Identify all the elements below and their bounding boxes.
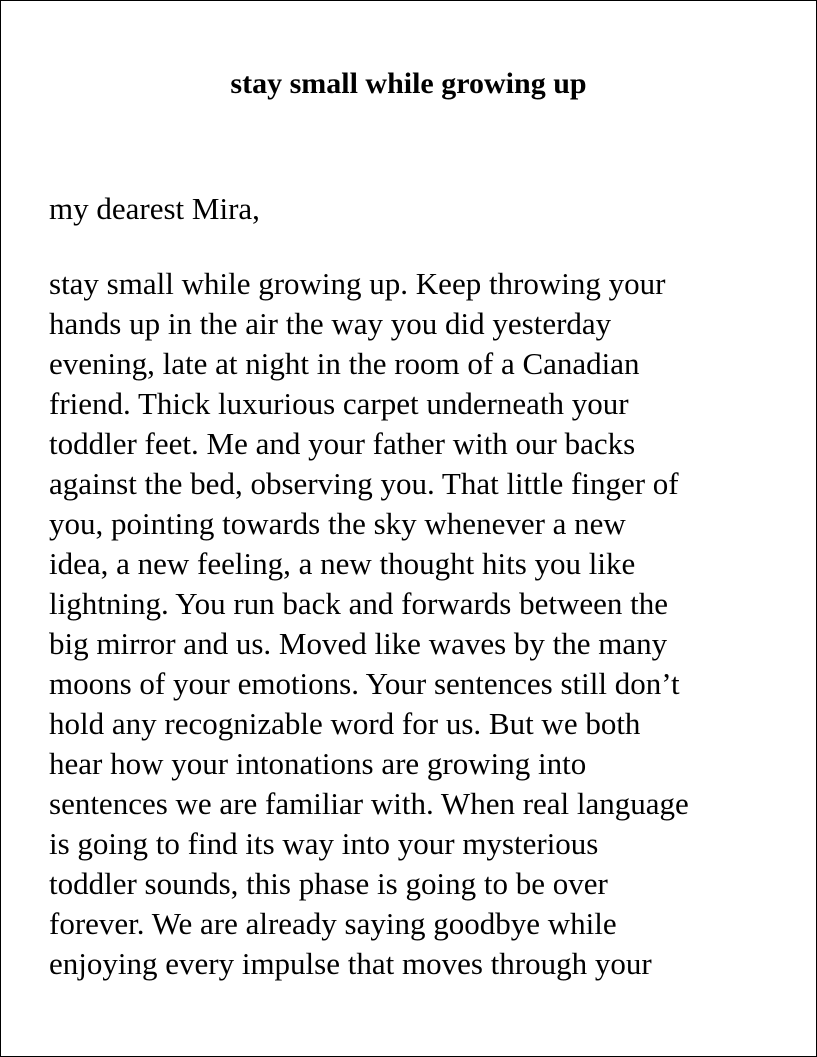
document-title: stay small while growing up — [230, 67, 587, 100]
body-line: you, pointing towards the sky whenever a new — [49, 506, 626, 541]
body-line: moons of your emotions. Your sentences still don’t — [49, 666, 680, 701]
body-line: forever. We are already saying goodbye while — [49, 906, 617, 941]
body-line: idea, a new feeling, a new thought hits you like — [49, 546, 636, 581]
body-line: against the bed, observing you. That little finger of — [49, 466, 679, 501]
body-line: hands up in the air the way you did yesterday — [49, 306, 612, 341]
body-line: hold any recognizable word for us. But we both — [49, 706, 641, 741]
body-line: is going to find its way into your mysterious — [49, 826, 599, 861]
body-line: hear how your intonations are growing into — [49, 746, 587, 781]
body-line: toddler sounds, this phase is going to be over — [49, 866, 608, 901]
body-line: friend. Thick luxurious carpet underneath your — [49, 386, 629, 421]
body-line: enjoying every impulse that moves through your — [49, 946, 652, 981]
body-line: evening, late at night in the room of a Canadian — [49, 346, 640, 381]
salutation: my dearest Mira, — [49, 191, 260, 226]
body-paragraph — [49, 264, 789, 984]
body-line: stay small while growing up. Keep throwing your — [49, 266, 666, 301]
body-line: big mirror and us. Moved like waves by the many — [49, 626, 668, 661]
body-line: toddler feet. Me and your father with our backs — [49, 426, 636, 461]
body-line: sentences we are familiar with. When real language — [49, 786, 689, 821]
body-line: lightning. You run back and forwards between the — [49, 586, 669, 621]
